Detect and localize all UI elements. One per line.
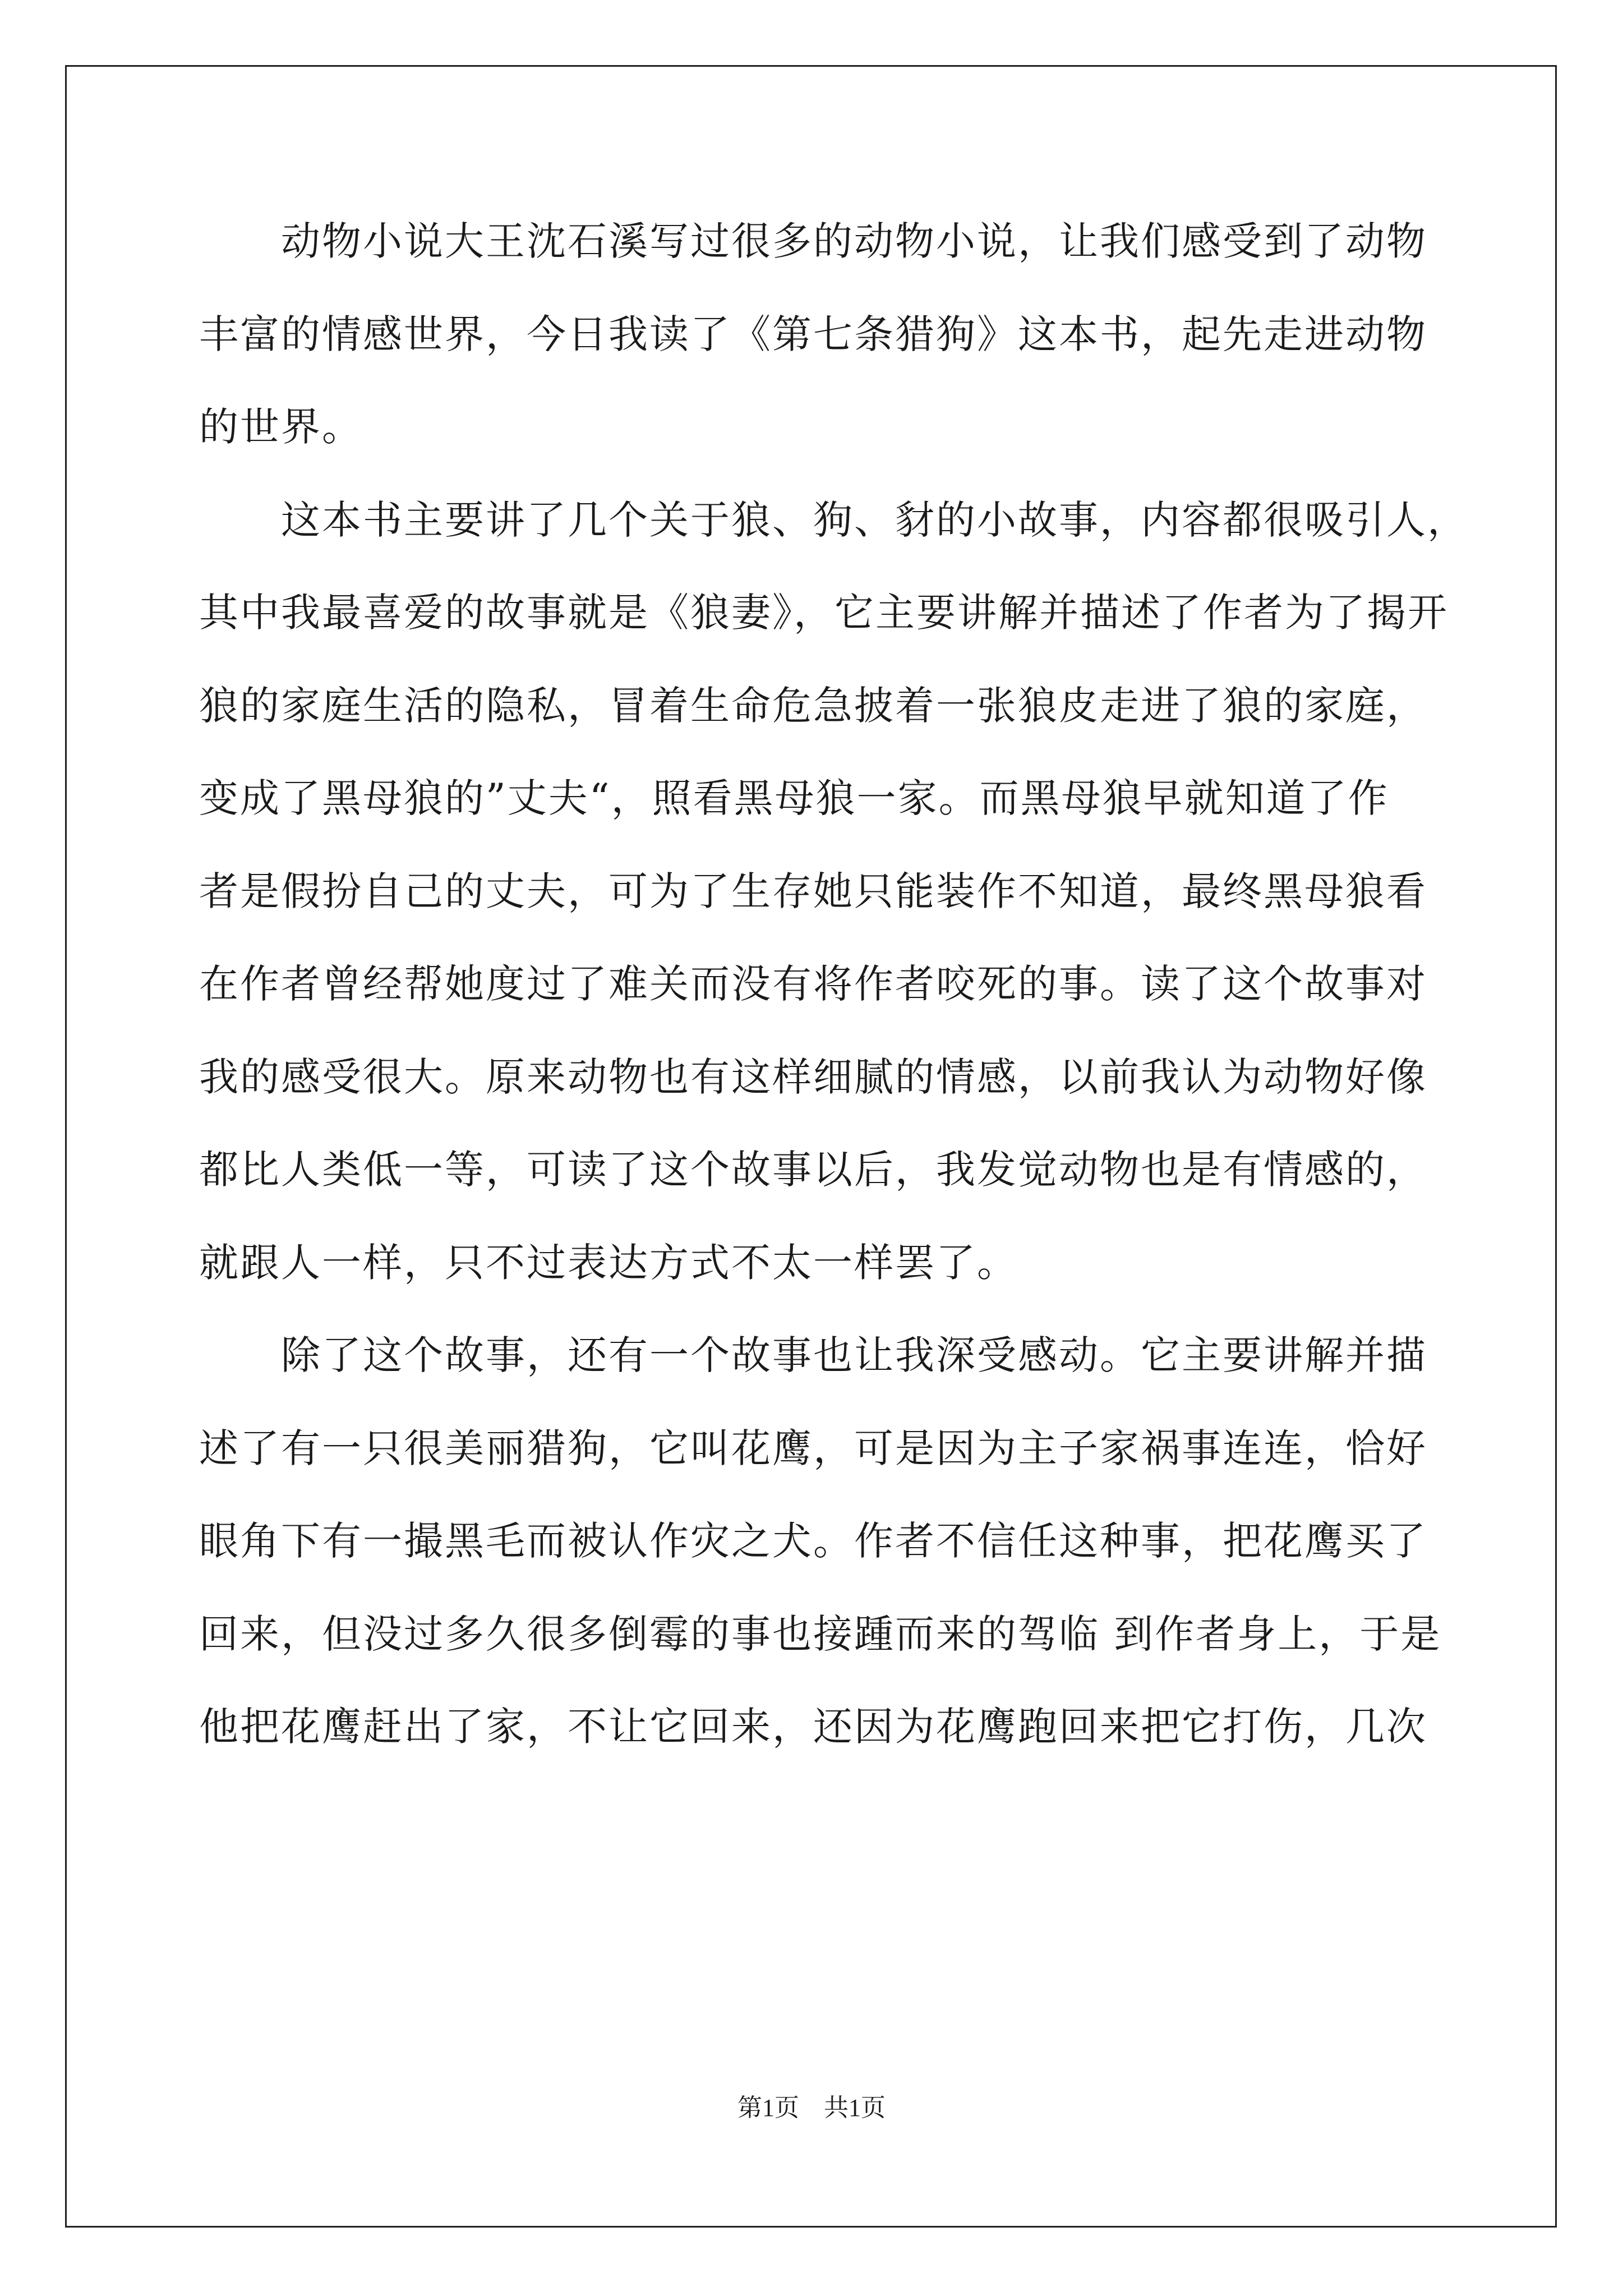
text-line: 的世界。 <box>199 404 363 450</box>
text-line: 回来，但没过多久很多倒霉的事也接踵而来的驾临 到作者身上，于是 <box>199 1611 1442 1657</box>
text-line: 眼角下有一撮黑毛而被认作灾之犬。作者不信任这种事，把花鹰买了 <box>199 1518 1427 1564</box>
text-line: 除了这个故事，还有一个故事也让我深受感动。它主要讲解并描 <box>199 1332 1427 1378</box>
text-line: 他把花鹰赶出了家，不让它回来，还因为花鹰跑回来把它打伤，几次 <box>199 1704 1427 1750</box>
text-line: 我的感受很大。原来动物也有这样细腻的情感，以前我认为动物好像 <box>199 1053 1427 1100</box>
text-line: 者是假扮自己的丈夫，可为了生存她只能装作不知道，最终黑母狼看 <box>199 868 1427 914</box>
text-line: 动物小说大王沈石溪写过很多的动物小说，让我们感受到了动物 <box>199 218 1427 264</box>
text-line: 这本书主要讲了几个关于狼、狗、豺的小故事，内容都很吸引人， <box>199 496 1468 543</box>
text-line: 就跟人一样，只不过表达方式不太一样罢了。 <box>199 1239 1018 1286</box>
page-number-footer: 第1页 共1页 <box>737 2094 886 2122</box>
text-line: 变成了黑母狼的”丈夫“，照看黑母狼一家。而黑母狼早就知道了作 <box>199 775 1389 821</box>
text-line: 述了有一只很美丽猎狗，它叫花鹰，可是因为主子家祸事连连，恰好 <box>199 1425 1427 1471</box>
document-body <box>199 218 1468 1797</box>
text-line: 狼的家庭生活的隐私，冒着生命危急披着一张狼皮走进了狼的家庭， <box>199 682 1427 729</box>
text-line: 都比人类低一等，可读了这个故事以后，我发觉动物也是有情感的， <box>199 1147 1427 1193</box>
text-line: 其中我最喜爱的故事就是《狼妻》，它主要讲解并描述了作者为了揭开 <box>199 590 1449 636</box>
text-line: 丰富的情感世界，今日我读了《第七条猎狗》这本书，起先走进动物 <box>199 311 1427 357</box>
text-line: 在作者曾经帮她度过了难关而没有将作者咬死的事。读了这个故事对 <box>199 961 1427 1007</box>
